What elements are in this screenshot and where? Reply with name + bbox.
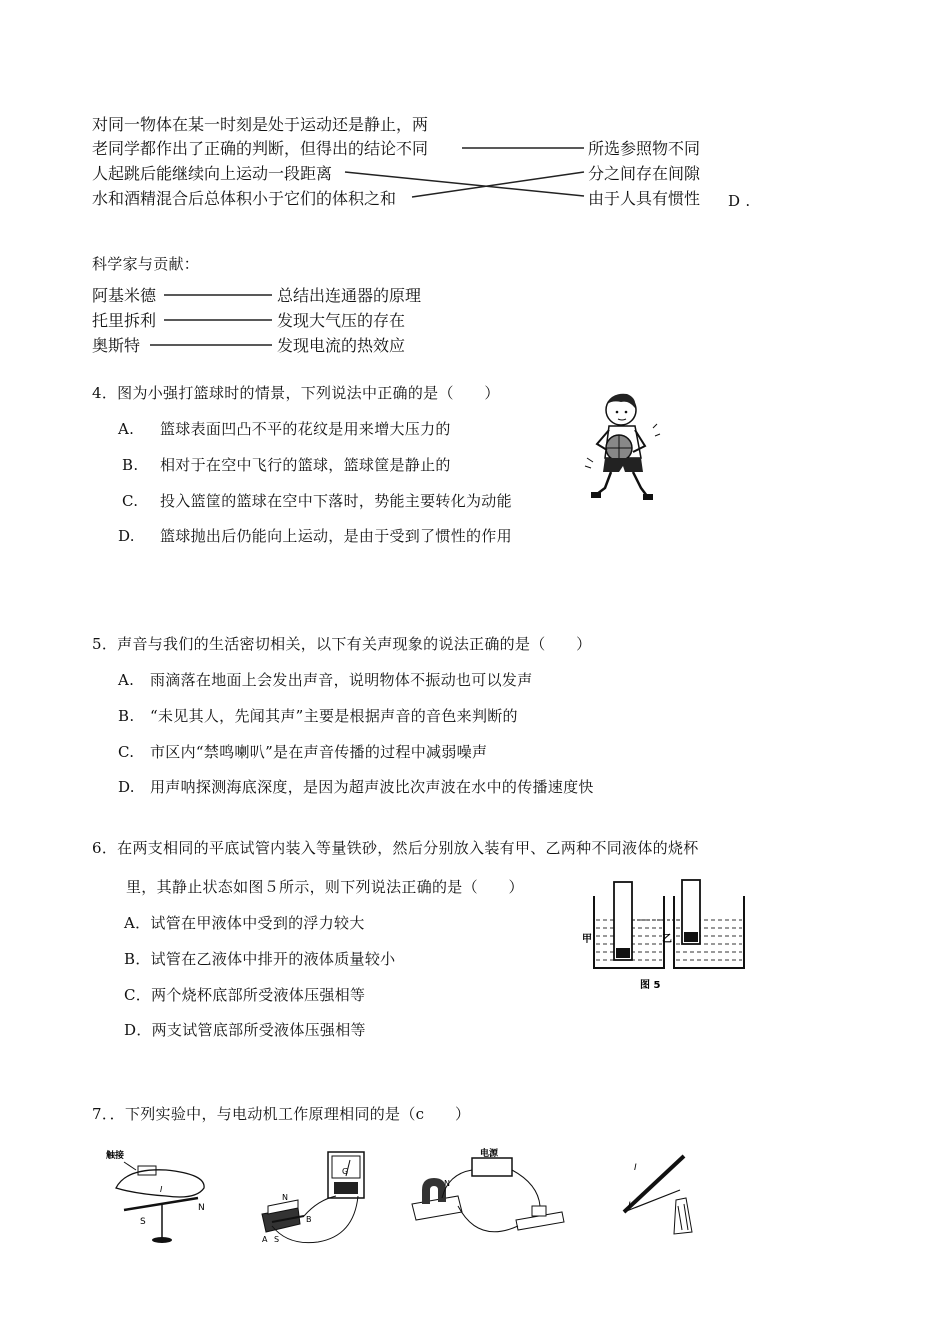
match-right-1: 所选参照物不同 — [588, 139, 701, 158]
match-right-2: 分之间存在间隙 — [588, 164, 701, 183]
figure-5-label-yi: 乙 — [662, 934, 672, 945]
figure-5-label-jia: 甲 — [582, 934, 592, 945]
q7-figure-4 — [614, 1150, 704, 1250]
q5-option-b-label: B. — [118, 707, 135, 725]
q5-option-a-label: A. — [118, 671, 135, 689]
q4-option-c-label: C. — [122, 492, 139, 510]
match-left-4: 水和酒精混合后总体积小于它们的体积之和 — [92, 189, 397, 208]
q6-option-c: C．两个烧杯底部所受液体压强相等 — [124, 986, 366, 1004]
q7-figure-2 — [258, 1146, 388, 1256]
match-left-3: 人起跳后能继续向上运动一段距离 — [92, 164, 333, 183]
svg-text:I: I — [634, 1163, 637, 1173]
q5-option-b: “未见其人，先闻其声”主要是根据声音的音色来判断的 — [150, 707, 518, 725]
q4-option-b-label: B. — [122, 456, 139, 474]
svg-text:G: G — [342, 1167, 349, 1176]
svg-text:S: S — [274, 1235, 280, 1244]
svg-text:I: I — [628, 1201, 631, 1211]
q4-option-a-label: A. — [118, 420, 135, 438]
scientist-contribution-1: 总结出连通器的原理 — [277, 286, 422, 305]
svg-text:电源: 电源 — [480, 1149, 499, 1159]
scientist-contribution-3: 发现电流的热效应 — [277, 336, 406, 355]
q5-option-d: 用声呐探测海底深度，是因为超声波比次声波在水中的传播速度快 — [150, 778, 594, 796]
svg-text:B: B — [306, 1215, 312, 1224]
q4-option-b: 相对于在空中飞行的篮球，篮球筐是静止的 — [160, 456, 451, 474]
scientist-contribution-2: 发现大气压的存在 — [277, 311, 406, 330]
svg-text:N: N — [282, 1193, 288, 1202]
q5-stem: 5．声音与我们的生活密切相关，以下有关声现象的说法正确的是（ ） — [92, 635, 592, 653]
q4-option-d-label: D. — [118, 527, 135, 545]
svg-text:S: S — [140, 1217, 146, 1227]
scientist-name-3: 奥斯特 — [92, 336, 141, 355]
q5-option-c-label: C. — [118, 743, 135, 761]
q7-figure-1 — [106, 1148, 216, 1248]
match-left-1: 对同一物体在某一时刻是处于运动还是静止，两 — [92, 115, 429, 134]
q6-stem-line1: 6．在两支相同的平底试管内装入等量铁砂，然后分别放入装有甲、乙两种不同液体的烧杯 — [92, 839, 699, 857]
q6-stem-line2: 里，其静止状态如图５所示，则下列说法正确的是（ ） — [126, 878, 524, 896]
figure-5-caption: 图 5 — [640, 980, 661, 991]
q4-option-a: 篮球表面凹凸不平的花纹是用来增大压力的 — [160, 420, 451, 438]
match-answer: D . — [728, 192, 751, 210]
q5-option-c: 市区内“禁鸣喇叭”是在声音传播的过程中减弱噪声 — [150, 743, 488, 761]
q4-option-d: 篮球抛出后仍能向上运动，是由于受到了惯性的作用 — [160, 527, 512, 545]
match-left-2: 老同学都作出了正确的判断，但得出的结论不同 — [92, 139, 429, 158]
q5-option-a: 雨滴落在地面上会发出声音，说明物体不振动也可以发声 — [150, 671, 533, 689]
q7-stem: 7．．下列实验中，与电动机工作原理相同的是（c ） — [92, 1105, 471, 1123]
svg-text:N: N — [444, 1179, 450, 1188]
q4-option-c: 投入篮筐的篮球在空中下落时，势能主要转化为动能 — [160, 492, 512, 510]
match-right-3: 由于人具有惯性 — [588, 189, 701, 208]
q7-figure-3 — [408, 1144, 568, 1254]
scientist-name-2: 托里拆利 — [92, 311, 157, 330]
scientist-name-1: 阿基米德 — [92, 286, 157, 305]
svg-text:I: I — [160, 1185, 163, 1194]
scientists-heading: 科学家与贡献： — [92, 255, 200, 273]
q5-option-d-label: D. — [118, 778, 135, 796]
svg-text:A: A — [262, 1235, 268, 1244]
figure-5-beakers — [582, 876, 762, 996]
svg-text:N: N — [198, 1203, 205, 1213]
svg-text:触接: 触接 — [106, 1151, 125, 1161]
q4-stem: 4．图为小强打篮球时的情景，下列说法中正确的是（ ） — [92, 384, 500, 402]
q6-option-b: B．试管在乙液体中排开的液体质量较小 — [124, 950, 396, 968]
q6-option-a: A．试管在甲液体中受到的浮力较大 — [124, 914, 365, 932]
basketball-player-figure — [583, 388, 663, 508]
q6-option-d: D．两支试管底部所受液体压强相等 — [124, 1021, 366, 1039]
